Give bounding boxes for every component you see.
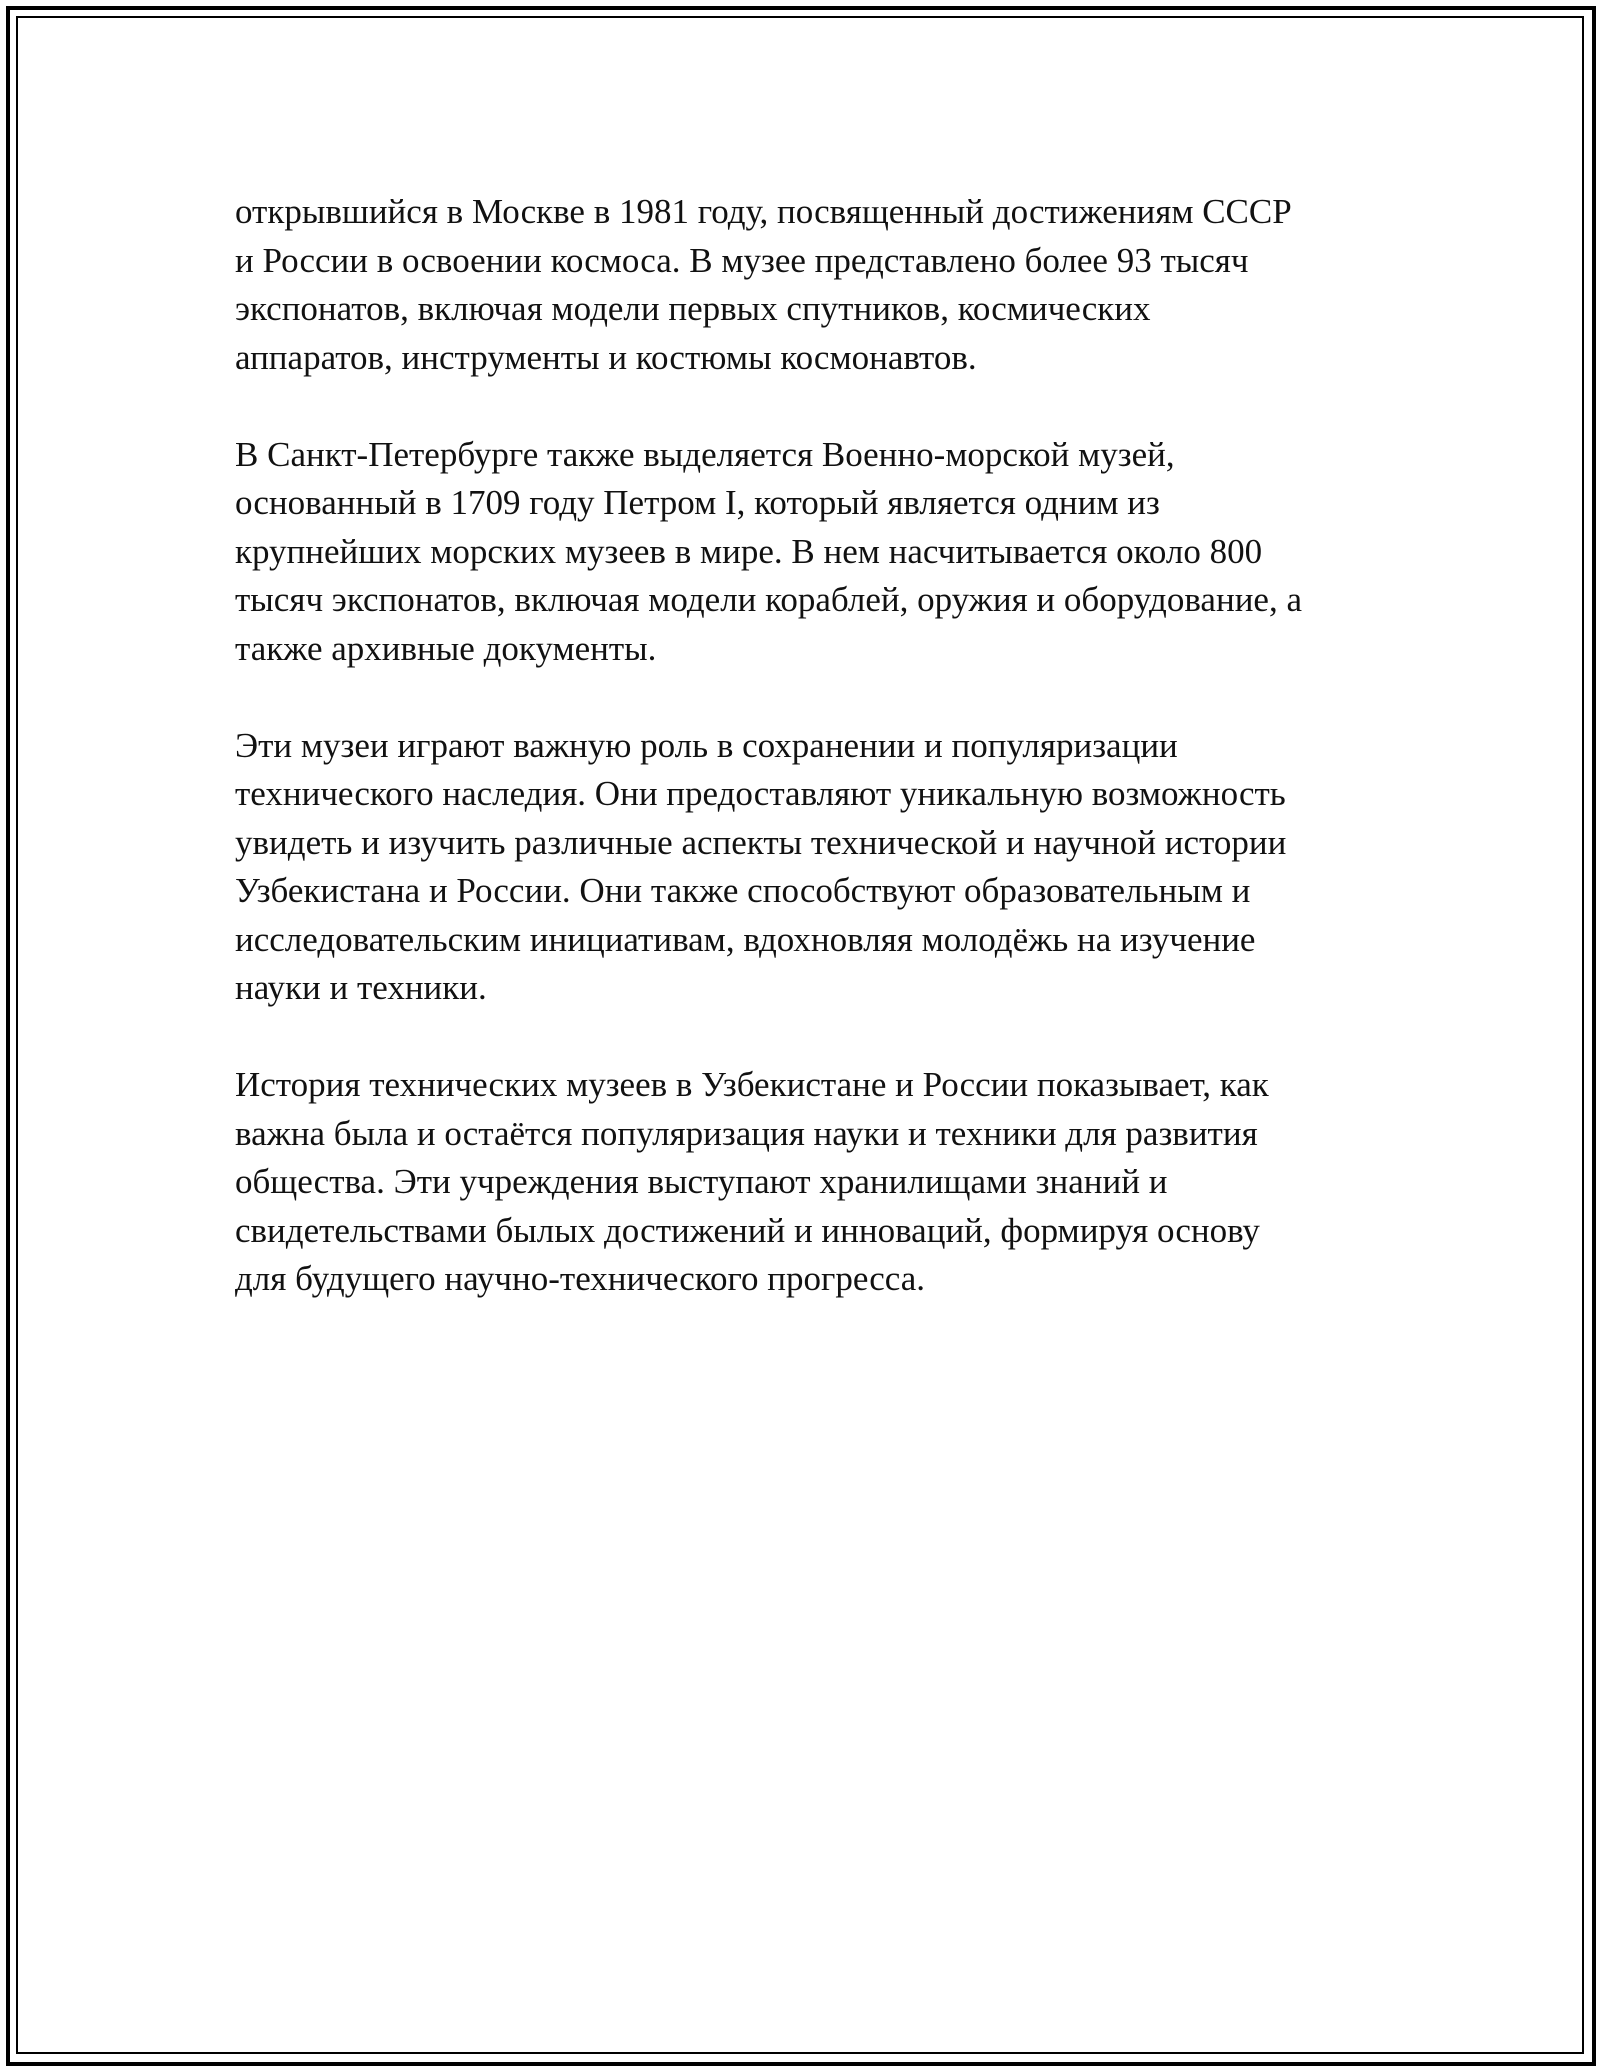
paragraph-museum-role [235, 722, 1415, 1013]
text-line: открывшийся в Москве в 1981 году, посвященный достижениям СССР [235, 192, 1292, 231]
text-line: для будущего научно-технического прогресса. [235, 1259, 926, 1298]
text-line: Эти музеи играют важную роль в сохранении и популяризации [235, 725, 1178, 765]
text-line: крупнейших морских музеев в мире. В нем насчитывается около 800 [235, 531, 1263, 571]
paragraph-conclusion [235, 1061, 1415, 1304]
text-line: исследовательским инициативам, вдохновляя молодёжь на изучение [235, 919, 1256, 959]
text-line: свидетельствами былых достижений и инноваций, формируя основу [235, 1210, 1260, 1250]
text-line: важна была и остаётся популяризация науки и техники для развития [235, 1113, 1258, 1153]
text-line: общества. Эти учреждения выступают хранилищами знаний и [235, 1162, 1168, 1201]
text-line: тысяч экспонатов, включая модели кораблей, оружия и оборудование, а [235, 580, 1302, 619]
paragraph-space-museum [235, 188, 1415, 382]
text-line: также архивные документы. [235, 628, 657, 668]
text-line: науки и техники. [235, 968, 487, 1007]
document-body [235, 188, 1415, 1352]
paragraph-naval-museum [235, 431, 1415, 674]
text-line: экспонатов, включая модели первых спутников, космических [235, 289, 1151, 328]
text-line: основанный в 1709 году Петром I, который является одним из [235, 483, 1160, 522]
text-line: технического наследия. Они предоставляют уникальную возможность [235, 774, 1286, 813]
text-line: увидеть и изучить различные аспекты технической и научной истории [235, 822, 1287, 862]
text-line: и России в освоении космоса. В музее представлено более 93 тысяч [235, 240, 1249, 280]
text-line: аппаратов, инструменты и костюмы космонавтов. [235, 337, 977, 377]
text-line: В Санкт-Петербурге также выделяется Военно-морской музей, [235, 434, 1175, 474]
text-line: История технических музеев в Узбекистане и России показывает, как [235, 1065, 1269, 1104]
text-line: Узбекистана и России. Они также способствуют образовательным и [235, 871, 1251, 910]
